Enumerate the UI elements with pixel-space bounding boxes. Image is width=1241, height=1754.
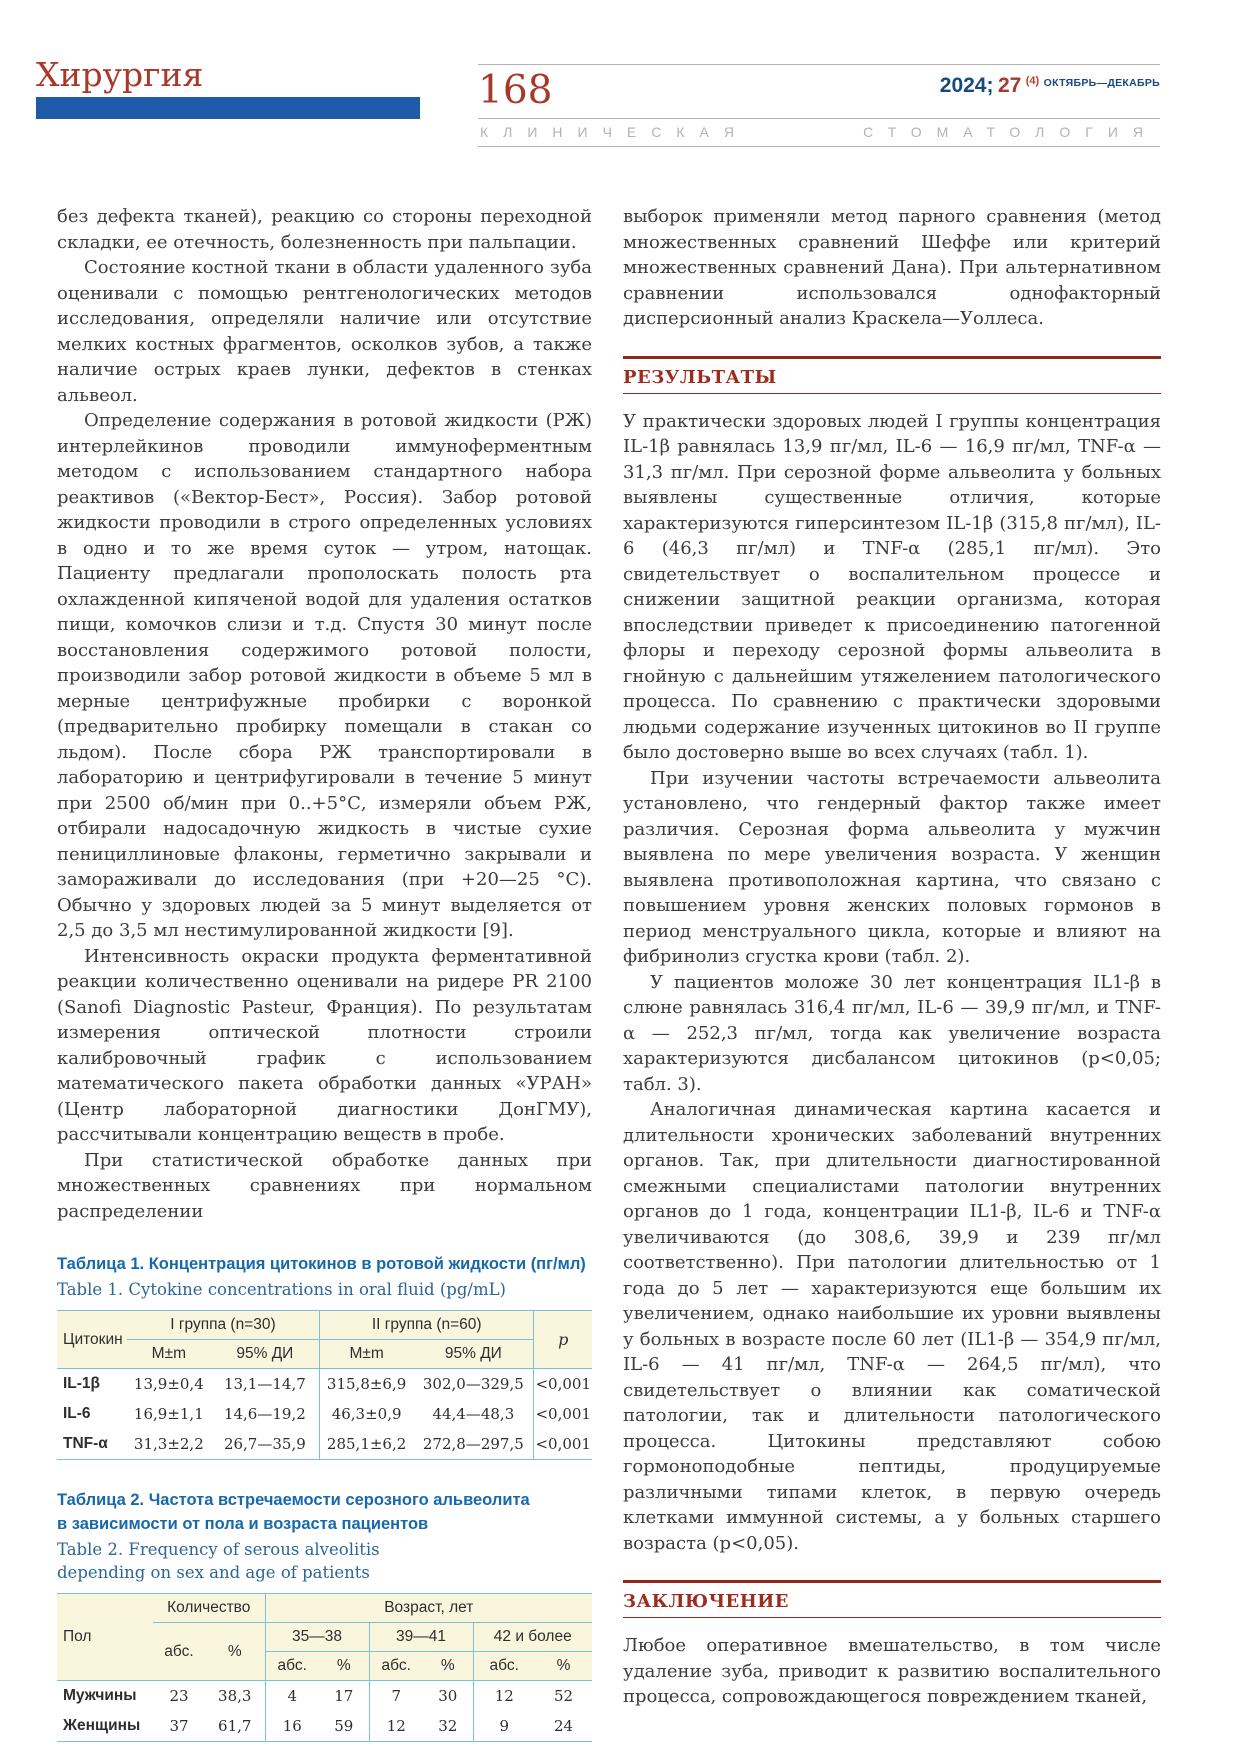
paragraph: Аналогичная динамическая картина касается и длительности хронических заболеваний внутренних органов. Так, при длительности диагностированной смежными специалистами патологии внутренних органов до 1 года, концентрации IL1-β, IL-6 и TNF-α увеличиваются (до 308,6, 39,9 и 239 пг/мл соответственно). При патологии длительностью от 1 года до 5 лет — характеризуются еще большим их увеличением, однако наибольшие их уровни выявлены у больных в возрасте после 60 лет (IL1-β — 354,9 пг/мл, IL-6 — 41 пг/мл, TNF-α — 264,5 пг/мл), что свидетельствует о влиянии как соматической патологии, так и длительности патологического процесса. Цитокины представляют собою гормоноподобные пептиды, продуцируемые различными типами клеток, в первую очередь клетками иммунной системы, а у больных старшего возраста (p<0,05).	[623, 1099, 1161, 1554]
cell: 9	[473, 1711, 535, 1742]
table1-title-ru: Таблица 1. Концентрация цитокинов в ротовой жидкости (пг/мл)	[57, 1255, 586, 1273]
paragraph: Любое оперативное вмешательство, в том числе удаление зуба, приводит к развитию воспалительного процесса, сопровождающегося повреждением тканей,	[623, 1635, 1161, 1707]
col-header-age2: 39—41	[369, 1623, 473, 1652]
cell: Мужчины	[63, 1687, 137, 1704]
issue-months: ОКТЯБРЬ—ДЕКАБРЬ	[1043, 77, 1160, 89]
cell: 44,4—48,3	[432, 1405, 515, 1423]
table-row	[57, 1399, 592, 1429]
cell: 4	[265, 1681, 319, 1712]
results-heading-label: РЕЗУЛЬТАТЫ	[623, 359, 1161, 394]
table-row	[57, 1594, 592, 1623]
col-header-abs: абс.	[369, 1652, 423, 1681]
section-title: Хирургия	[36, 55, 204, 94]
journal-name-word1: КЛИНИЧЕСКАЯ	[480, 124, 749, 140]
paragraph: без дефекта тканей), реакцию со стороны переходной складки, ее отечность, болезненность при пальпации.	[57, 206, 592, 253]
issue-year: 2024;	[939, 74, 994, 97]
table-row	[57, 1311, 592, 1340]
col-header-age3: 42 и более	[473, 1623, 592, 1652]
col-header-count: Количество	[153, 1594, 265, 1623]
cell: 59	[334, 1717, 354, 1735]
cell: 26,7—35,9	[223, 1435, 306, 1453]
col-header-abs: абс.	[473, 1652, 535, 1681]
cell: 17	[334, 1687, 354, 1705]
cell: 315,8±6,9	[319, 1369, 413, 1400]
cell: 285,1±6,2	[319, 1429, 413, 1460]
col-header-m: М±m	[319, 1340, 413, 1369]
table2-title-ru: в зависимости от пола и возраста пациентов	[57, 1515, 429, 1533]
cell: 23	[169, 1687, 189, 1705]
alveolitis-table	[57, 1593, 592, 1742]
cell: <0,001	[534, 1429, 592, 1460]
col-header-abs: абс.	[153, 1623, 205, 1681]
table2-block	[57, 1488, 592, 1742]
issue-info	[940, 65, 1160, 118]
paragraph: Состояние костной ткани в области удаленного зуба оценивали с помощью рентгенологических методов исследования, определяли наличие или отсутствие мелких костных фрагментов, осколков зубов, а также наличие острых краев лунки, дефектов в стенках альвеол.	[57, 257, 592, 406]
col-header-sex: Пол	[57, 1594, 153, 1681]
table2-title-ru: Таблица 2. Частота встречаемости серозного альвеолита	[57, 1491, 530, 1509]
cell: IL-1β	[63, 1375, 101, 1392]
cell: 13,1—14,7	[223, 1375, 306, 1393]
paragraph: Определение содержания в ротовой жидкости (РЖ) интерлейкинов проводили иммуноферментным методом с использованием стандартного набора реактивов («Вектор-Бест», Россия). Забор ротовой жидкости проводили в строго определенных условиях в одно и то же время суток — утром, натощак. Пациенту предлагали прополоскать полость рта охлажденной кипяченой водой для удаления остатков пищи, комочков слизи и т.д. Спустя 30 минут после восстановления содержимого ротовой полости, производили забор ротовой жидкости в объеме 5 мл в мерные центрифужные пробирки с воронкой (предварительно пробирку помещали в стакан со льдом). После сбора РЖ транспортировали в лабораторию и центрифугировали в течение 5 минут при 2500 об/мин при 0..+5°С, измеряли объем РЖ, отбирали надосадочную жидкость в чистые сухие пенициллиновые флаконы, герметично закрывали и замораживали до исследования (при +20—25 °С). Обычно у здоровых людей за 5 минут выделяется от 2,5 до 3,5 мл нестимулированной жидкости [9].	[57, 410, 592, 941]
col-header-cytokine: Цитокин	[57, 1311, 127, 1369]
cell: 38,3	[218, 1687, 252, 1705]
cell: <0,001	[534, 1399, 592, 1429]
paragraph: При статистической обработке данных при множественных сравнениях при нормальном распределении	[57, 1149, 592, 1222]
issue-number: (4)	[1025, 75, 1040, 87]
table2-title-en: depending on sex and age of patients	[57, 1563, 370, 1582]
cell: 16,9±1,1	[133, 1405, 204, 1423]
conclusion-heading-label: ЗАКЛЮЧЕНИЕ	[623, 1583, 1161, 1618]
col-header-m: М±m	[127, 1340, 211, 1369]
cell: TNF-α	[63, 1435, 108, 1452]
issue-volume: 27	[997, 74, 1022, 97]
col-header-pct: %	[423, 1652, 473, 1681]
table-row	[57, 1369, 592, 1400]
col-header-ci: 95% ДИ	[413, 1340, 534, 1369]
cytokine-table	[57, 1310, 592, 1460]
table1-block	[57, 1252, 592, 1460]
left-column	[57, 204, 592, 1742]
cell: 12	[369, 1711, 423, 1742]
table1-title-en: Table 1. Cytokine concentrations in oral fluid (pg/mL)	[57, 1280, 506, 1299]
col-header-p: p	[534, 1311, 592, 1369]
cell: 46,3±0,9	[319, 1399, 413, 1429]
results-section-heading	[623, 356, 1161, 394]
col-header-pct: %	[205, 1623, 265, 1681]
journal-name-band	[478, 118, 1160, 147]
table2-title-en: Table 2. Frequency of serous alveolitis	[57, 1540, 380, 1559]
table-row	[57, 1681, 592, 1712]
cell: 13,9±0,4	[133, 1375, 204, 1393]
paragraph: При изучении частоты встречаемости альвеолита установлено, что гендерный фактор также имеет различия. Серозная форма альвеолита у мужчин выявлена по мере увеличения возраста. У женщин выявлена противоположная картина, что связано с повышением уровня женских половых гормонов в период менструального цикла, которые и влияют на фибринолиз сгустка крови (табл. 2).	[623, 767, 1161, 967]
journal-name-word2: СТОМАТОЛОГИЯ	[863, 124, 1158, 140]
paragraph: Интенсивность окраски продукта ферментативной реакции количественно оценивали на ридере PR 2100 (Sanofi Diagnostic Pasteur, Франция). По результатам измерения оптической плотности строили калибровочный график с использованием математического пакета обработки данных «УРАН» (Центр лабораторной диагностики ДонГМУ), рассчитывали концентрацию веществ в пробе.	[57, 945, 592, 1145]
cell: 52	[553, 1687, 574, 1705]
col-header-ci: 95% ДИ	[211, 1340, 320, 1369]
table-row	[57, 1711, 592, 1742]
conclusion-section-heading	[623, 1580, 1161, 1618]
cell: 12	[473, 1681, 535, 1712]
cell: 272,8—297,5	[422, 1435, 524, 1453]
page-number: 168	[478, 68, 553, 113]
col-header-age: Возраст, лет	[265, 1594, 592, 1623]
cell: 14,6—19,2	[223, 1405, 306, 1423]
table-row	[57, 1429, 592, 1460]
paragraph: У пациентов моложе 30 лет концентрация IL1-β в слюне равнялась 316,4 пг/мл, IL-6 — 39,9 пг/мл, и TNF-α — 252,3 пг/мл, тогда как увеличение возраста характеризуются дисбалансом цитокинов (p<0,05; табл. 3).	[623, 971, 1161, 1095]
cell: 24	[553, 1717, 574, 1735]
columns	[57, 204, 1161, 1742]
cell: 7	[369, 1681, 423, 1712]
section-underline-bar	[36, 97, 420, 119]
cell: <0,001	[534, 1369, 592, 1400]
cell: 61,7	[218, 1717, 252, 1735]
paragraph: У практически здоровых людей I группы концентрация IL-1β равнялась 13,9 пг/мл, IL-6 — 16,9 пг/мл, TNF-α — 31,3 пг/мл. При серозной форме альвеолита у больных выявлены существенные отличия, которые характеризуются гиперсинтезом IL-1β (315,8 пг/мл), IL-6 (46,3 пг/мл) и TNF-α (285,1 пг/мл). Это свидетельствует о воспалительном процессе и снижении защитной реакции организма, которая впоследствии приведет к присоединению патогенной флоры и переходу серозной формы альвеолита в гнойную с дальнейшим утяжелением патологического процесса. По сравнению с практически здоровыми людьми содержание изученных цитокинов во II группе было достоверно выше во всех случаях (табл. 1).	[623, 410, 1161, 763]
col-header-group2: II группа (n=60)	[319, 1311, 533, 1340]
cell: 37	[169, 1717, 189, 1735]
cell: 31,3±2,2	[133, 1435, 204, 1453]
page-header	[478, 64, 1160, 147]
col-header-pct: %	[535, 1652, 592, 1681]
col-header-age1: 35—38	[265, 1623, 369, 1652]
cell: 302,0—329,5	[422, 1375, 524, 1393]
cell: Женщины	[63, 1717, 141, 1734]
cell: IL-6	[63, 1405, 91, 1422]
right-column	[623, 204, 1161, 1742]
header-top-row	[478, 64, 1160, 118]
cell: 16	[265, 1711, 319, 1742]
cell: 32	[438, 1717, 458, 1735]
col-header-group1: I группа (n=30)	[127, 1311, 320, 1340]
col-header-abs: абс.	[265, 1652, 319, 1681]
col-header-pct: %	[319, 1652, 369, 1681]
table-row	[57, 1340, 592, 1369]
paragraph: выборок применяли метод парного сравнения (метод множественных сравнений Шеффе или критерий множественных сравнений Дана). При альтернативном сравнении использовался однофакторный дисперсионный анализ Краскела—Уоллеса.	[623, 206, 1161, 329]
cell: 30	[438, 1687, 458, 1705]
